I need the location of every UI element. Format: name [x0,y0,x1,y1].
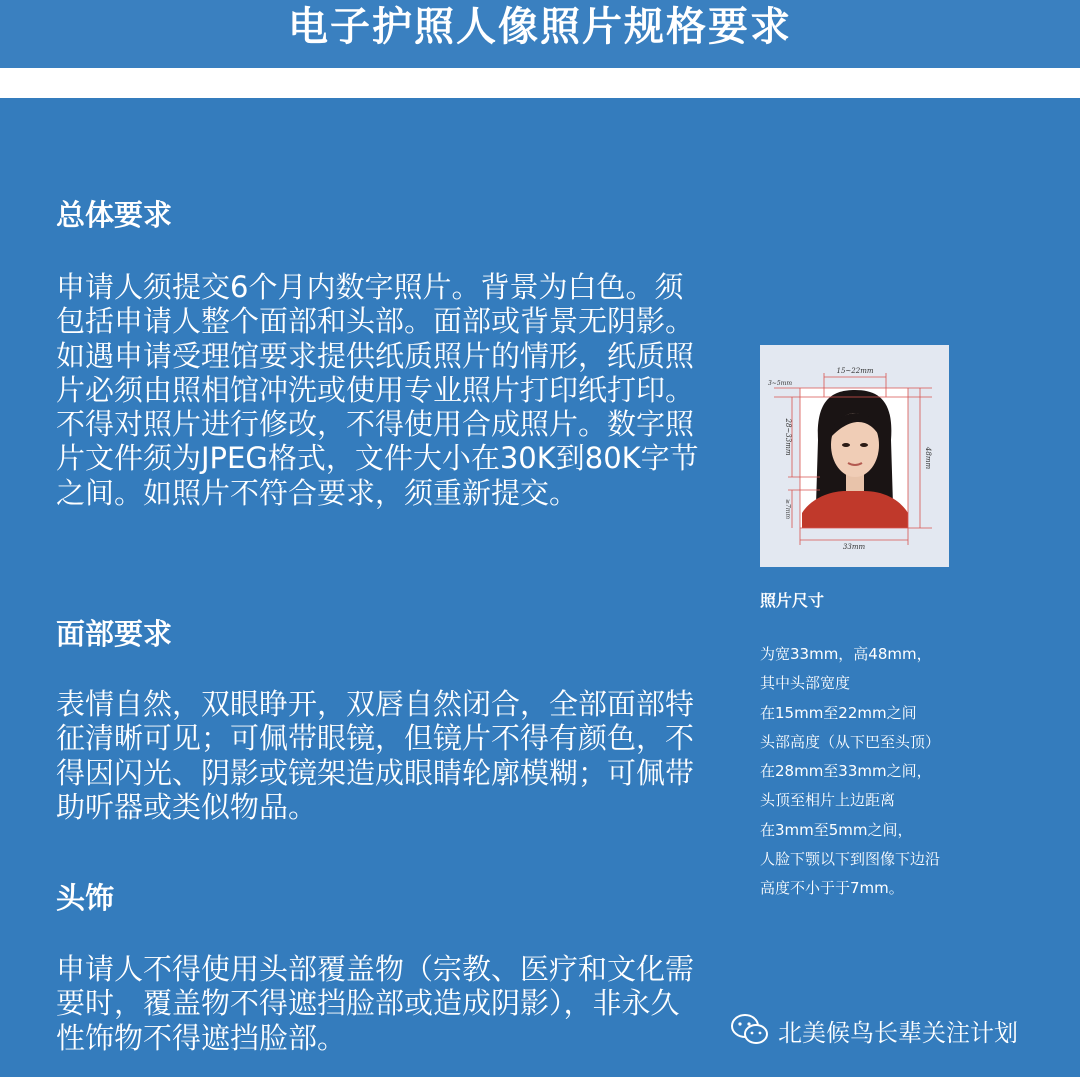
section-body-headwear: 申请人不得使用头部覆盖物（宗教、医疗和文化需要时，覆盖物不得遮挡脸部或造成阴影），非永久性饰物不得遮挡脸部。 [56,952,695,1055]
photo-size-line: 头顶至相片上边距离 [760,791,896,810]
page-title: 电子护照人像照片规格要求 [288,3,792,50]
label-chin-margin: ≥7mm [784,498,791,520]
header-divider [0,68,1080,98]
photo-size-line: 人脸下颚以下到图像下边沿 [760,850,941,869]
label-photo-height: 48mm [924,446,932,470]
passport-photo-diagram [760,345,949,567]
photo-size-panel [760,588,1060,904]
photo-size-heading: 照片尺寸 [760,591,825,610]
photo-size-line: 为宽33mm，高48mm， [760,645,932,663]
section-heading-headwear: 头饰 [56,881,115,915]
watermark-text: 北美候鸟长辈关注计划 [778,1018,1018,1047]
eye-right [860,443,868,447]
section-heading-general: 总体要求 [56,198,173,232]
photo-size-line: 其中头部宽度 [760,674,851,693]
section-heading-face: 面部要求 [56,617,173,651]
photo-size-line: 在3mm至5mm之间， [760,820,913,839]
photo-size-line: 在15mm至22mm之间 [760,703,917,722]
label-head-height: 28~33mm [784,418,792,456]
eye-left [842,443,850,447]
wechat-icon [730,1013,770,1047]
photo-size-line: 在28mm至33mm之间， [760,762,932,781]
section-body-face: 表情自然，双眼睁开，双唇自然闭合，全部面部特征清晰可见；可佩带眼镜，但镜片不得有颜色，不得因闪光、阴影或镜架造成眼睛轮廓模糊；可佩带助听器或类似物品。 [56,687,695,824]
label-head-width: 15~22mm [836,367,874,375]
header-bar [0,0,1080,68]
watermark [730,1010,1018,1050]
photo-size-line: 高度不小于于7mm。 [760,879,904,898]
label-top-margin: 3~5mm [767,380,793,387]
label-photo-width: 33mm [842,543,866,551]
section-body-general: 申请人须提交6个月内数字照片。背景为白色。须包括申请人整个面部和头部。面部或背景无阴影。如遇申请受理馆要求提供纸质照片的情形，纸质照片必须由照相馆冲洗或使用专业照片打印纸打印。不得对照片进行修改，不得使用合成照片。数字照片文件须为JPEG格式，文件大小在30K到80K字节之间。如照片不符合要求，须重新提交。 [56,270,699,510]
photo-diagram-svg [760,345,949,567]
photo-size-line: 头部高度（从下巴至头顶） [760,732,941,751]
